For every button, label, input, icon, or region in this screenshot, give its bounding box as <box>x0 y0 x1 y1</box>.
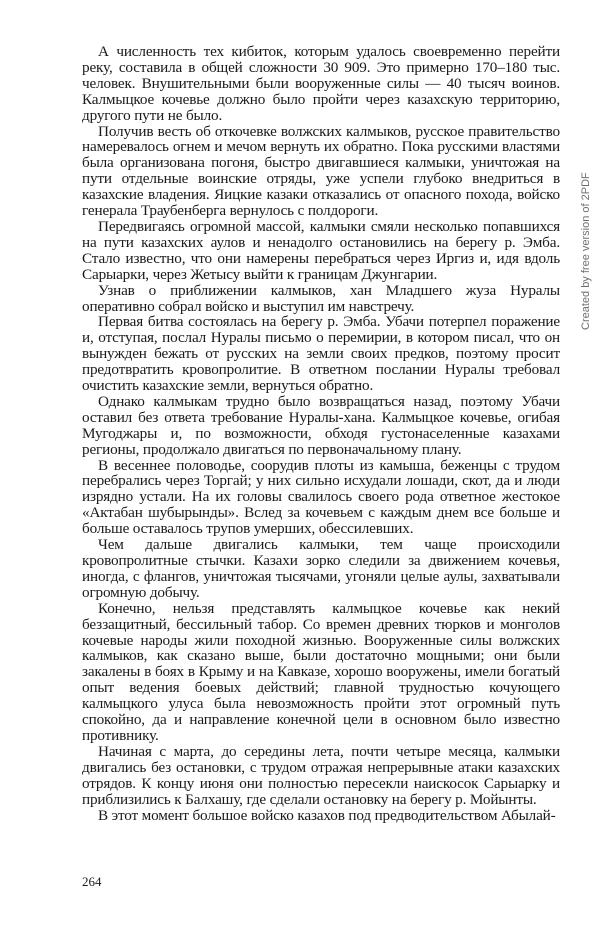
paragraph-1: А численность тех кибиток, которым удалось своевременно перейти реку, составила в общей сложности 30 909. Это примерно 170–180 тыс. человек. Внушительными были вооруженные силы — 40 тысяч воинов. Калмыцкое кочевье должно было пройти через казахскую территорию, другого пути не было. <box>82 43 560 124</box>
paragraph-6: Однако калмыкам трудно было возвращаться назад, поэтому Убачи оставил без ответа требование Нуралы-хана. Калмыцкое кочевье, огибая Мугоджары и, по возможности, обходя густонаселенные казахами регионы, продолжало двигаться по первоначальному плану. <box>82 392 560 458</box>
paragraph-3: Передвигаясь огромной массой, калмыки смяли несколько попавшихся на пути казахских аулов и ненадолго остановились на берегу р. Эмба. Стало известно, что они намерены перебраться через Иргиз и, идя вдоль Сарыарки, через Жетысу выйти к границам Джунгарии. <box>82 217 560 283</box>
paragraph-10: Начиная с марта, до середины лета, почти четыре месяца, калмыки двигались без остановки, с трудом отражая непрерывные атаки казахских отрядов. К концу июня они полностью пересекли наискосок Сарыарку и приблизились к Балхашу, где сделали остановку на берегу р. Мойынты. <box>82 742 560 808</box>
paragraph-11: В этот момент большое войско казахов под предводительством Абылай- <box>98 806 556 824</box>
paragraph-9: Конечно, нельзя представлять калмыцкое кочевье как некий беззащитный, бессильный табор. Со времен древних тюрков и монголов кочевые народы жили походной жизнью. Вооруженные силы волжских калмыков, как сказано выше, были достаточно мощными; они были закалены в боях в Крыму и на Кавказе, хорошо вооружены, имели богатый опыт ведения боевых действий; главной трудностью кочующего калмыцкого улуса была невозможность пройти этот огромный путь спокойно, да и направление конечной цели в основном было известно противнику. <box>82 599 560 744</box>
body-text <box>82 44 560 823</box>
paragraph-8: Чем дальше двигались калмыки, тем чаще происходили кровопролитные стычки. Казахи зорко следили за движением кочевья, иногда, с флангов, уничтожая тысячами, угоняли целые аулы, захватывали огромную добычу. <box>82 536 560 601</box>
paragraph-5: Первая битва состоялась на берегу р. Эмба. Убачи потерпел поражение и, отступая, послал Нуралы письмо о перемирии, в котором писал, что он вынужден бежать от русских на земли своих предков, поэтому просит предотвратить кровопролитие. В ответном послании Нуралы требовал очистить казахские земли, вернуться обратно. <box>82 313 560 395</box>
watermark-text: Created by free version of 2PDF <box>580 172 592 330</box>
page-number: 264 <box>82 874 102 889</box>
paragraph-2: Получив весть об откочевке волжских калмыков, русское правительство намеревалось огнем и мечом вернуть их обратно. Пока русскими властями была организована погоня, быстро двигавшиеся калмыки, уничтожая на пути отдельные воинские отряды, уже успели глубоко внедриться в казахские владения. Яицкие казаки отказались от опасного похода, войско генерала Траубенберга вернулось с полдороги. <box>82 122 560 220</box>
paragraph-7: В весеннее половодье, соорудив плоты из камыша, беженцы с трудом перебрались через Торгай; у них сильно исхудали лошади, скот, да и люди изрядно устали. На их головы свалилось своего рода ответное жестокое «Актабан шубырынды». Вслед за кочевьем с каждым днем все больше и больше оставалось трупов умерших, обессилевших. <box>82 456 560 538</box>
paragraph-4: Узнав о приближении калмыков, хан Младшего жуза Нуралы оперативно собрал войско и выступил им навстречу. <box>82 281 560 315</box>
